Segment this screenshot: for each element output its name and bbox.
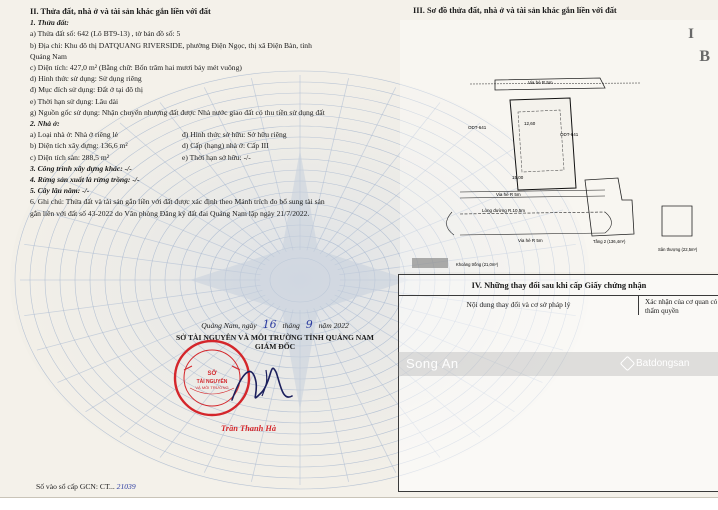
svg-text:SỞ: SỞ — [207, 371, 217, 377]
build-area: b) Diện tích xây dựng: 136,6 m² — [30, 141, 128, 151]
land-info-section — [30, 6, 390, 219]
area: c) Diện tích: 427,0 m² (Bằng chữ: Bốn trăm hai mươi bảy mét vuông) — [30, 63, 242, 73]
svg-text:TÀI NGUYÊN: TÀI NGUYÊN — [196, 379, 228, 385]
registration-number: Số vào sổ cấp GCN: CT... 21039 — [36, 482, 136, 491]
vacant-hatch — [412, 258, 448, 268]
section-ii-title: II. Thửa đất, nhà ở và tài sản khác gắn liền với đất — [30, 7, 211, 16]
sign-day: 16 — [262, 318, 277, 331]
planted-forest: 4. Rừng sản xuất là rừng trồng: -/- — [30, 175, 140, 185]
main-road-label: Lòng đường R.10,5m — [482, 208, 525, 213]
watermark-text: Song An — [406, 356, 459, 371]
plot-diagram — [400, 20, 718, 272]
floor-area: c) Diện tích sàn: 288,5 m² — [30, 152, 110, 162]
changes-table — [398, 274, 718, 492]
note-line-1: 6. Ghi chú: Thửa đất và tài sản gắn liền với đất được xác định theo Mảnh trích đo bổ sung tài sản — [30, 197, 325, 207]
vacant-label: Khoảng trống (21,0m²) — [456, 262, 499, 267]
land-heading: 1. Thửa đất: — [30, 18, 69, 28]
house-heading: 2. Nhà ở: — [30, 119, 60, 129]
odt-left: ODT-641 — [468, 125, 487, 130]
section-iii-title: III. Sơ đồ thửa đất, nhà ở và tài sản khác gắn liền với đất — [413, 6, 617, 15]
odt-right: ODT-641 — [560, 132, 579, 137]
section-iv-title: IV. Những thay đổi sau khi cấp Giấy chứng nhận — [471, 281, 647, 290]
page-bottom-margin — [0, 497, 718, 510]
svg-text:Sân thượng (22,5m²): Sân thượng (22,5m²) — [658, 247, 698, 252]
ownership-term: e) Thời hạn sở hữu: -/- — [182, 152, 251, 162]
svg-text:VÀ MÔI TRƯỜNG: VÀ MÔI TRƯỜNG — [195, 385, 229, 390]
perennial-trees: 5. Cây lâu năm: -/- — [30, 186, 90, 196]
svg-text:Tầng 2 (136,4m²): Tầng 2 (136,4m²) — [593, 239, 626, 244]
margin-mark: I — [688, 26, 694, 42]
note-line-2: gắn liền với đất số 43-2022 do Văn phòng Đăng ký đất đai Quảng Nam lập ngày 21/7/2022. — [30, 208, 310, 218]
brand-icon — [620, 356, 636, 372]
address-line-1: b) Địa chỉ: Khu đô thị DATQUANG RIVERSIDE, phường Điện Ngọc, thị xã Điện Bàn, tỉnh — [30, 40, 312, 50]
other-construction: 3. Công trình xây dựng khác: -/- — [30, 163, 132, 173]
svg-text:Via hè R 5m: Via hè R 5m — [518, 238, 543, 243]
watermark-brand: Batdongsan — [622, 358, 689, 369]
svg-text:15,00: 15,00 — [512, 175, 524, 180]
sign-month: 9 — [305, 318, 313, 331]
signer-name: Trần Thanh Hà — [221, 424, 277, 433]
issuing-agency: SỞ TÀI NGUYÊN VÀ MÔI TRƯỜNG TỈNH QUẢNG NAM — [176, 333, 374, 342]
ownership-form: đ) Hình thức sở hữu: Sở hữu riêng — [182, 130, 287, 140]
usage-form: d) Hình thức sử dụng: Sử dụng riêng — [30, 74, 142, 84]
usage-origin: g) Nguồn gốc sử dụng: Nhận chuyển nhượng đất được Nhà nước giao đất có thu tiền sử dụng đất — [30, 107, 325, 117]
usage-purpose: đ) Mục đích sử dụng: Đất ở tại đô thị — [30, 85, 143, 95]
usage-term: e) Thời hạn sử dụng: Lâu dài — [30, 96, 119, 106]
sign-date: Quảng Nam, ngày 16 tháng 9 năm 2022 — [201, 318, 349, 331]
svg-text:Via hè R 5m: Via hè R 5m — [496, 192, 521, 197]
road-top-label: Via hè R 5m — [528, 80, 553, 85]
registration-handwritten: 21039 — [116, 482, 136, 491]
house-grade: d) Cấp (hạng) nhà ở: Cấp III — [182, 141, 269, 151]
margin-letter: B — [699, 48, 710, 65]
house-type: a) Loại nhà ở: Nhà ở riêng lẻ — [30, 130, 118, 140]
handwritten-signature — [222, 352, 302, 412]
column-header-confirmation: Xác nhận của cơ quan có thẩm quyền — [639, 295, 718, 315]
svg-text:12,60: 12,60 — [524, 121, 536, 126]
plot-number: a) Thửa đất số: 642 (Lô BT9-13) , tờ bản đồ số: 5 — [30, 29, 181, 39]
address-line-2: Quảng Nam — [30, 51, 67, 61]
signer-role: GIÁM ĐỐC — [254, 342, 296, 351]
column-header-content: Nội dung thay đổi và cơ sở pháp lý — [399, 295, 639, 315]
